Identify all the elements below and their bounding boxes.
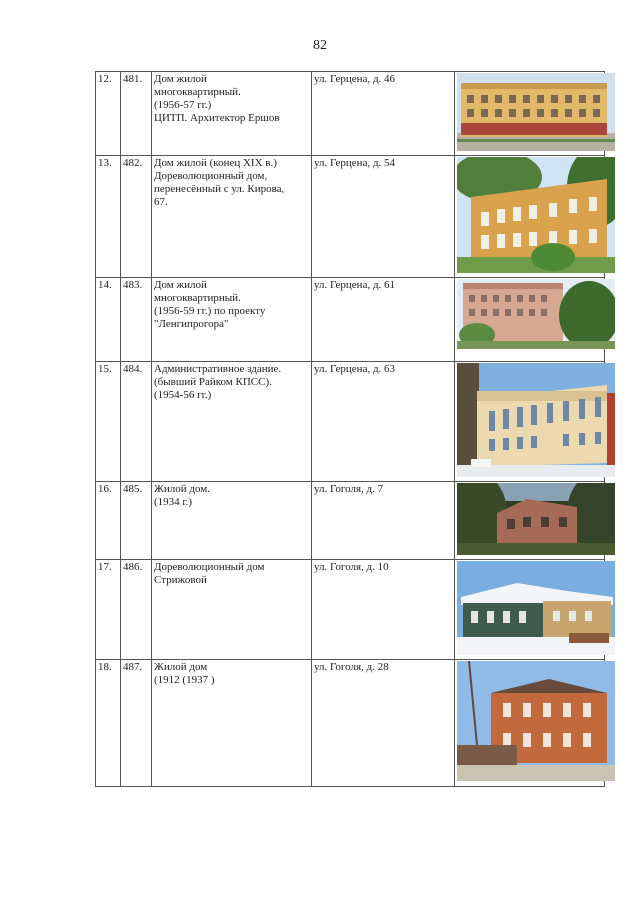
object-name: Дом жилой многоквартирный. (1956-57 гг.) ЦИТП. Архитектор Ершов — [152, 72, 312, 156]
registry-number: 486. — [121, 560, 152, 660]
photo-admin-building — [457, 363, 615, 477]
registry-number: 484. — [121, 362, 152, 482]
object-address: ул. Герцена, д. 46 — [312, 72, 455, 156]
photo-wooden-house — [457, 157, 615, 273]
row-number: 13. — [96, 156, 121, 278]
photo-winter-house — [457, 561, 615, 655]
row-number: 15. — [96, 362, 121, 482]
object-address: ул. Герцена, д. 61 — [312, 278, 455, 362]
registry-number: 485. — [121, 482, 152, 560]
object-name: Жилой дом (1912 (1937 ) — [152, 660, 312, 787]
photo-brick-house — [457, 661, 615, 781]
registry-number: 487. — [121, 660, 152, 787]
object-address: ул. Гоголя, д. 10 — [312, 560, 455, 660]
object-address: ул. Гоголя, д. 7 — [312, 482, 455, 560]
object-address: ул. Гоголя, д. 28 — [312, 660, 455, 787]
row-number: 17. — [96, 560, 121, 660]
row-number: 14. — [96, 278, 121, 362]
object-name: Дом жилой (конец XIX в.) Дореволюционный дом, перенесённый с ул. Кирова, 67. — [152, 156, 312, 278]
object-name: Жилой дом. (1934 г.) — [152, 482, 312, 560]
row-number: 18. — [96, 660, 121, 787]
object-name: Дом жилой многоквартирный. (1956-59 гг.) по проекту "Ленгипрогора" — [152, 278, 312, 362]
monuments-table — [95, 71, 605, 787]
table-row — [96, 72, 605, 156]
registry-number: 483. — [121, 278, 152, 362]
table-row — [96, 362, 605, 482]
page-number: 82 — [313, 38, 327, 53]
object-address: ул. Герцена, д. 54 — [312, 156, 455, 278]
photo-old-house — [457, 483, 615, 555]
photo-yellow-apartment — [457, 73, 615, 151]
table-row — [96, 482, 605, 560]
registry-number: 482. — [121, 156, 152, 278]
registry-number: 481. — [121, 72, 152, 156]
object-address: ул. Герцена, д. 63 — [312, 362, 455, 482]
object-name: Административное здание. (бывший Райком КПСС). (1954-56 гг.) — [152, 362, 312, 482]
row-number: 12. — [96, 72, 121, 156]
photo-pink-apartment — [457, 279, 615, 349]
table-row — [96, 660, 605, 787]
table-row — [96, 560, 605, 660]
object-name: Дореволюционный дом Стрижовой — [152, 560, 312, 660]
table-row — [96, 156, 605, 278]
row-number: 16. — [96, 482, 121, 560]
table-row — [96, 278, 605, 362]
